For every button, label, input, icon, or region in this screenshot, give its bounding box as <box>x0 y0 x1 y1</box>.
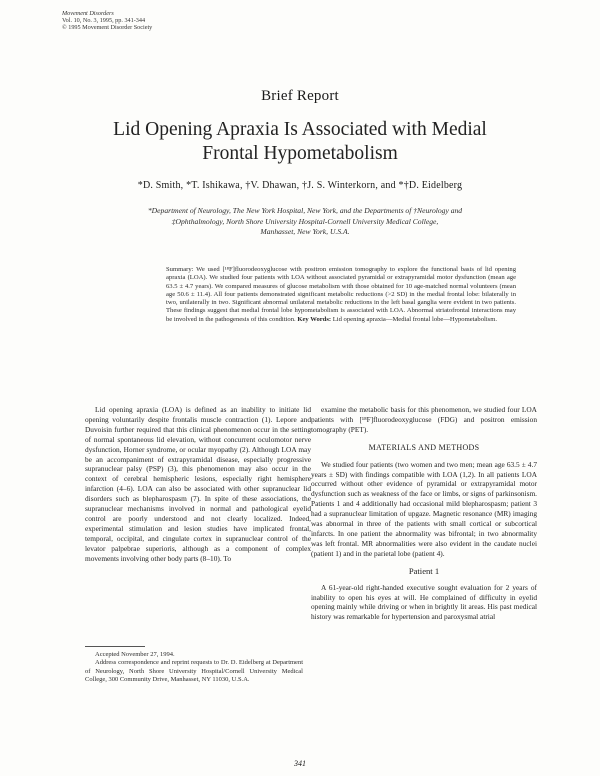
page-number: 341 <box>294 759 306 768</box>
journal-name: Movement Disorders <box>62 10 114 17</box>
affiliation-line-3: Manhasset, New York, U.S.A. <box>260 227 350 236</box>
title-line-2: Frontal Hypometabolism <box>202 143 398 164</box>
intro-paragraph-continued: examine the metabolic basis for this phenomenon, we studied four LOA patients with [¹⁸F]fluorodeoxyglucose (FDG) and positron emission tomography (PET). <box>311 405 537 434</box>
summary-label: Summary: <box>166 266 194 273</box>
intro-paragraph: Lid opening apraxia (LOA) is defined as an inability to initiate lid opening voluntarily despite frontalis muscle contraction (1). Lepore and Duvoisin further required that this clinical phenomenon occur in the setting of normal spontaneous lid elevation, without concurrent oculomotor nerve dysfunction, Horner syndrome, or ocular myopathy (2). Although LOA may be an accompaniment of extrapyramidal disease, especially progressive supranuclear palsy (PSP) (3), this phenomenon may also occur in the context of cerebral hemispheric lesions, especially right hemisphere infarction (4–6). LOA can also be associated with other supranuclear lid disorders such as blepharospasm (7). In spite of these associations, the supranuclear mechanisms involved in normal and pathological eyelid control are poorly understood and not clearly localized. Indeed, experimental stimulation and lesion studies have implicated frontal, temporal, occipital, and cingulate cortex in supranuclear control of the levator palpebrae superioris, although as a component of complex movements involving other body parts (8–10). To <box>85 405 311 563</box>
keywords-label: Key Words: <box>297 315 332 323</box>
methods-paragraph: We studied four patients (two women and two men; mean age 63.5 ± 4.7 years ± SD) with findings compatible with LOA (1,2). In all patients LOA occurred without other evidence of pyramidal or extrapyramidal motor dysfunction such as weakness of the face or limbs, or signs of parkinsonism. Patients 1 and 4 additionally had occasional mild blepharospasm; patient 3 had a supranuclear limitation of upgaze. Magnetic resonance (MR) imaging was abnormal in three of the patients with small cortical or subcortical infarcts. In one patient the abnormality was bifrontal; in two abnormality was left frontal. MR abnormalities were also evident in the caudate nuclei (patient 1) and in the parietal lobe (patient 4). <box>311 459 537 558</box>
affiliation-line-2: ‡Ophthalmology, North Shore University Hospital-Cornell University Medical College, <box>171 216 439 226</box>
patient-heading: Patient 1 <box>408 565 440 576</box>
section-label: Brief Report <box>261 88 339 104</box>
summary-text: We used [¹⁸F]fluorodeoxyglucose with positron emission tomography to explore the functional basis of lid opening apraxia (LOA). We studied four patients with LOA without associated pyramidal or extrapyramidal motor dysfunction (mean age 63.5 ± 4.7 years). We compared measures of glucose metabolism with those obtained for 10 age-matched normal volunteers (mean age 50.6 ± 11.4). All four patients demonstrated significant metabolic reductions (>2 SD) in the medial frontal lobe: bilaterally in two, unilaterally in two. Significant abnormal unilateral metabolic reductions in the left basal ganglia were evident in two patients. These findings suggest that medial frontal lobe hypometabolism is associated with LOA. Abnormal striatofrontal interactions may be involved in the pathogenesis of this condition. <box>166 266 516 323</box>
patient-paragraph: A 61-year-old right-handed executive sought evaluation for 2 years of inability to open his eyes at will. He complained of difficulty in eyelid opening mainly while driving or when in brightly lit areas. His past medical history was remarkable for hypertension and paroxysmal atrial <box>311 582 537 622</box>
footnote-accepted: Accepted November 27, 1994. <box>95 651 175 658</box>
body-column-left <box>85 405 311 564</box>
keywords-text: Lid opening apraxia—Medial frontal lobe—Hypometabolism. <box>332 315 498 323</box>
affiliation-line-1: *Department of Neurology, The New York Hospital, New York, and the Departments of †Neurology and <box>147 206 463 215</box>
footnote-divider <box>85 646 145 647</box>
footnote-address: Address correspondence and reprint requests to Dr. D. Eidelberg at Department of Neurology, North Shore University Hospital/Cornell University Medical College, 300 Community Drive, Manhasset, NY 11030, U.S.A. <box>85 659 303 684</box>
affiliations <box>70 206 540 238</box>
author-list: *D. Smith, *T. Ishikawa, †V. Dhawan, †J. S. Winterkorn, and *†D. Eidelberg <box>137 180 463 191</box>
journal-volume: Vol. 10, No. 3, 1995, pp. 341-344 <box>62 17 146 25</box>
journal-copyright: © 1995 Movement Disorder Society <box>62 24 153 32</box>
footnote <box>85 651 303 685</box>
paper-title <box>60 118 540 166</box>
title-line-1: Lid Opening Apraxia Is Associated with Medial <box>113 119 487 140</box>
methods-heading: MATERIALS AND METHODS <box>368 442 480 452</box>
journal-header <box>62 10 152 32</box>
body-column-right <box>311 405 537 622</box>
abstract <box>166 266 516 324</box>
